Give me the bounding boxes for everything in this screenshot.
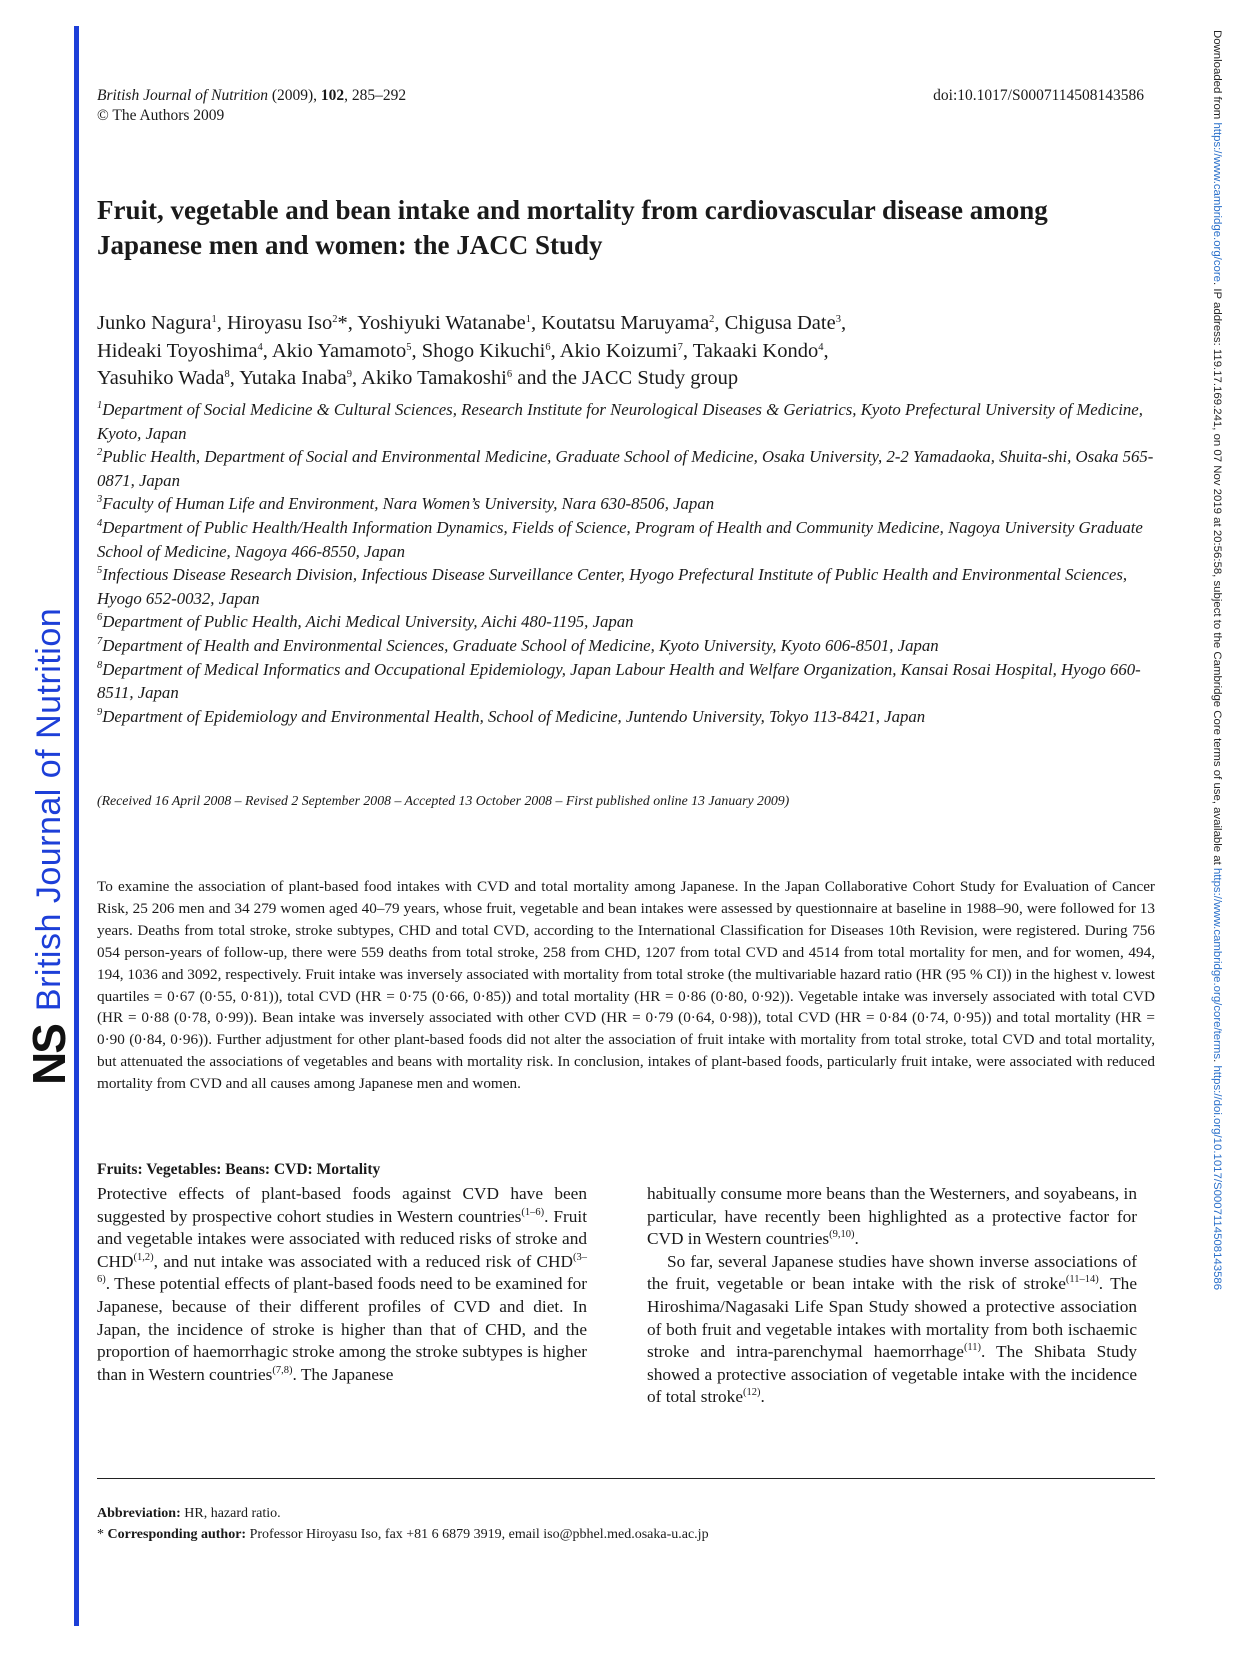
author: Yasuhiko Wada$^8$,	[97, 367, 240, 389]
citation-ref: (12)	[742, 1387, 761, 1399]
journal-branding	[24, 565, 74, 1085]
download-notice: Downloaded from https://www.cambridge.org/core. IP address: 119.17.169.241, on 07 Nov 2019 at 20:56:58, subject to the Cambridge Core terms of use, available at https://www.cambridge.org/core/terms. https://doi.org/10.1017/S0007114508143586	[1211, 30, 1223, 1291]
body-column-right	[647, 1183, 1137, 1409]
affiliation: $^5$Infectious Disease Research Division, Infectious Disease Surveillance Center, Hyogo Prefectural Institute of Public Health and Environmental Sciences, Hyogo 652-0032, Japan	[97, 565, 1128, 608]
doi: doi:10.1017/S0007114508143586	[933, 87, 1144, 104]
author: Akio Koizumi$^7$,	[559, 339, 693, 362]
doi-link[interactable]: https://doi.org/10.1017/S0007114508143586	[1211, 1065, 1223, 1291]
body-paragraph: So far, several Japanese studies have shown inverse associations of the fruit, vegetable or bean intake with the risk of stroke$^{(11-14)}$. The Hiroshima/Nagasaki Life Span Study showed a protective association of both fruit and vegetable intakes with mortality from both ischaemic stroke and intra-parenchymal haemorrhage$^{(11)}$. The Shibata Study showed a protective association of vegetable intake with the incidence of total stroke$^{(12)}$.	[647, 1251, 1137, 1407]
ns-logo: NS	[23, 1025, 75, 1085]
author: Akio Yamamoto$^5$,	[271, 339, 422, 362]
affiliation: $^1$Department of Social Medicine & Cultural Sciences, Research Institute for Neurological Diseases & Geriatrics, Kyoto Prefectural University of Medicine, Kyoto, Japan	[97, 400, 1143, 443]
citation-ref: (3–6)	[97, 1251, 587, 1286]
cambridge-core-link[interactable]: https://www.cambridge.org/core	[1211, 122, 1223, 282]
citation-ref: (9,10)	[829, 1229, 855, 1241]
affiliation: $^4$Department of Public Health/Health Information Dynamics, Fields of Science, Program of Health and Community Medicine, Nagoya University Graduate School of Medicine, Nagoya 466-8550, Japan	[97, 517, 1143, 561]
journal-title: British Journal of Nutrition	[97, 87, 268, 104]
copyright: © The Authors 2009	[97, 107, 225, 124]
keywords: Fruits: Vegetables: Beans: CVD: Mortality	[97, 1161, 381, 1178]
body-paragraph: habitually consume more beans than the Westerners, and soyabeans, in particular, have recently been highlighted as a protective factor for CVD in Western countries$^{(9,10)}$.	[647, 1184, 1137, 1249]
author: Yutaka Inaba$^9$,	[239, 367, 362, 389]
author: Akiko Tamakoshi$^6$ and the JACC Study group	[361, 367, 739, 389]
affiliation: $^2$Public Health, Department of Social and Environmental Medicine, Graduate School of Medicine, Osaka University, 2-2 Yamadaoka, Shuita-shi, Osaka 565-0871, Japan	[97, 447, 1154, 490]
journal-side-rule	[74, 26, 79, 1626]
author-list	[97, 310, 1147, 393]
citation-ref: (11)	[963, 1342, 982, 1354]
article-title: Fruit, vegetable and bean intake and mortality from cardiovascular disease among Japanese men and women: the JACC Study	[97, 195, 1048, 260]
citation-ref: (7,8)	[272, 1364, 293, 1376]
abstract: To examine the association of plant-based food intakes with CVD and total mortality among Japanese. In the Japan Collaborative Cohort Study for Evaluation of Cancer Risk, 25 206 men and 34 279 women aged 40–79 years, whose fruit, vegetable and bean intakes were assessed by questionnaire at baseline in 1988–90, were followed for 13 years. Deaths from total stroke, stroke subtypes, CHD and total CVD, according to the International Classification for Diseases 10th Revision, were registered. During 756 054 person-years of follow-up, there were 559 deaths from total stroke, 258 from CHD, 1207 from total CVD and 4514 from total mortality for men, and for women, 494, 194, 1036 and 3092, respectively. Fruit intake was inversely associated with mortality from total stroke (the multivariable hazard ratio (HR (95 % CI)) in the highest v. lowest quartiles = 0·67 (0·55, 0·81)), total CVD (HR = 0·75 (0·66, 0·85)) and total mortality (HR = 0·86 (0·80, 0·92)). Vegetable intake was inversely associated with total CVD (HR = 0·88 (0·78, 0·99)). Bean intake was inversely associated with other CVD (HR = 0·79 (0·64, 0·98)), total CVD (HR = 0·84 (0·74, 0·95)) and total mortality (HR = 0·90 (0·84, 0·96)). Further adjustment for other plant-based foods did not alter the association of fruit intake with mortality from total stroke, total CVD and total mortality, but attenuated the associations of vegetables and beans with mortality risk. In conclusion, intakes of plant-based foods, particularly fruit intake, were associated with reduced mortality from CVD and all causes among Japanese men and women.	[97, 878, 1155, 1093]
publication-dates: (Received 16 April 2008 – Revised 2 September 2008 – Accepted 13 October 2008 – First published online 13 January 2009)	[97, 793, 790, 808]
affiliation: $^6$Department of Public Health, Aichi Medical University, Aichi 480-1195, Japan	[97, 612, 634, 632]
body-column-left	[97, 1183, 587, 1386]
body-paragraph: Protective effects of plant-based foods against CVD have been suggested by prospective cohort studies in Western countries$^{(1-6)}$. Fruit and vegetable intakes were associated with reduced risks of stroke and CHD$^{(1,2)}$, and nut intake was associated with a reduced risk of CHD$^{(3-6)}$. These potential effects of plant-based foods need to be examined for Japanese, because of their different profiles of CVD and diet. In Japan, the incidence of stroke is higher than that of CHD, and the proportion of haemorrhagic stroke among the stroke subtypes is higher than in Western countries$^{(7,8)}$. The Japanese	[97, 1184, 588, 1384]
footnote-divider	[97, 1478, 1155, 1479]
author: Junko Nagura$^1$,	[97, 312, 227, 334]
author: Hiroyasu Iso$^2$*,	[226, 312, 358, 334]
author: Koutatsu Maruyama$^2$,	[541, 312, 725, 334]
journal-name-vertical: British Journal of Nutrition	[29, 607, 68, 1012]
author: Takaaki Kondo$^4$,	[692, 339, 829, 362]
author: Hideaki Toyoshima$^4$,	[97, 339, 272, 362]
terms-link[interactable]: https://www.cambridge.org/core/terms	[1211, 867, 1223, 1060]
citation-ref: (11–14)	[1065, 1274, 1099, 1286]
affiliations	[97, 398, 1157, 728]
affiliation: $^9$Department of Epidemiology and Environmental Health, School of Medicine, Juntendo University, Tokyo 113-8421, Japan	[97, 706, 926, 726]
affiliation: $^7$Department of Health and Environmental Sciences, Graduate School of Medicine, Kyoto University, Kyoto 606-8501, Japan	[97, 635, 939, 655]
affiliation: $^8$Department of Medical Informatics and Occupational Epidemiology, Japan Labour Health and Welfare Organization, Kansai Rosai Hospital, Hyogo 660-8511, Japan	[97, 659, 1141, 703]
footnote-abbreviation: Abbreviation: HR, hazard ratio.	[97, 1506, 281, 1521]
citation-ref: (1,2)	[133, 1251, 154, 1263]
author: Chigusa Date$^3$,	[724, 312, 847, 334]
footnote-corresponding-author: * Corresponding author: Professor Hiroyasu Iso, fax +81 6 6879 3919, email iso@pbhel.med.osaka-u.ac.jp	[97, 1527, 709, 1542]
citation-ref: (1–6)	[521, 1206, 545, 1218]
author: Shogo Kikuchi$^6$,	[421, 339, 560, 362]
author: Yoshiyuki Watanabe$^1$,	[357, 312, 542, 334]
volume: 102	[320, 87, 345, 104]
citation-header: British Journal of Nutrition (2009), 102, 285–292 © The Authors 2009	[97, 87, 407, 124]
affiliation: $^3$Faculty of Human Life and Environment, Nara Women’s University, Nara 630-8506, Japan	[97, 494, 715, 514]
